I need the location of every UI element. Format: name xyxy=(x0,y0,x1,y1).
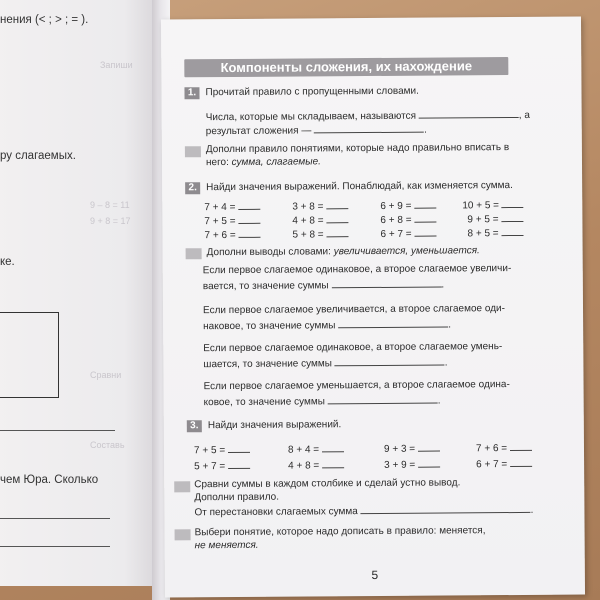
task-number: 2. xyxy=(185,182,200,194)
compare-text: Дополни правило. xyxy=(194,491,280,504)
answer-blank[interactable] xyxy=(326,227,348,237)
task1-instruction: Прочитай правило с пропущенными словами. xyxy=(205,85,419,99)
answer-blank[interactable] xyxy=(228,443,250,453)
expression: 4 + 8 = xyxy=(288,458,344,471)
task3-instruction: Найди значения выражений. xyxy=(207,419,342,432)
conclusion-text: наковое, то значение суммы . xyxy=(203,319,452,333)
answer-blank[interactable] xyxy=(501,226,523,236)
answer-blank[interactable] xyxy=(238,214,260,224)
expression: 9 + 3 = xyxy=(384,442,440,455)
subtask-text: него: сумма, слагаемые. xyxy=(205,156,321,169)
expression: 7 + 6 = xyxy=(204,228,260,241)
conclusion-text: ковое, то значение суммы . xyxy=(203,395,441,409)
expression: 4 + 8 = xyxy=(292,213,348,226)
expression: 6 + 9 = xyxy=(380,199,436,212)
conclusion-text: Если первое слагаемое уменьшается, а второе слагаемое одина- xyxy=(203,379,510,393)
answer-blank[interactable] xyxy=(414,213,436,223)
answer-blank[interactable] xyxy=(322,458,344,468)
left-ghost-text: 9 – 8 = 11 xyxy=(90,200,130,210)
expression: 6 + 8 = xyxy=(380,213,436,226)
task2-instruction: Найди значения выражений. Понаблюдай, как изменяется сумма. xyxy=(206,180,513,194)
answer-blank[interactable] xyxy=(326,213,348,223)
expression: 9 + 5 = xyxy=(467,212,523,225)
conclusion-text: Если первое слагаемое одинаковое, а второе слагаемое увеличи- xyxy=(202,263,512,277)
expression: 7 + 5 = xyxy=(204,214,260,227)
answer-blank[interactable] xyxy=(501,212,523,222)
drawing-box xyxy=(0,312,59,398)
left-ghost-text: Сравни xyxy=(90,370,122,380)
left-yura-line: чем Юра. Сколько xyxy=(0,474,99,486)
answer-blank[interactable] xyxy=(238,200,260,210)
expression: 10 + 5 = xyxy=(462,198,524,211)
answer-blank[interactable] xyxy=(418,458,440,468)
subtask-marker xyxy=(175,529,191,540)
answer-blank[interactable] xyxy=(361,503,531,514)
page-title: Компоненты сложения, их нахождение xyxy=(184,57,508,77)
expression: 5 + 7 = xyxy=(194,459,250,472)
answer-blank[interactable] xyxy=(510,441,532,451)
expression: 6 + 7 = xyxy=(380,227,436,240)
expression: 6 + 7 = xyxy=(476,457,532,470)
task-number: 3. xyxy=(187,420,202,432)
expression: 8 + 4 = xyxy=(288,442,344,455)
conclusion-text: шается, то значение суммы . xyxy=(203,357,448,371)
expression: 7 + 4 = xyxy=(204,200,260,213)
conclusion-text: Если первое слагаемое одинаковое, а второе слагаемое умень- xyxy=(203,341,503,355)
conclusion-text: вается, то значение суммы . xyxy=(202,279,445,293)
choose-text: Выбери понятие, которое надо дописать в правило: меняется, xyxy=(194,525,486,539)
answer-blank[interactable] xyxy=(418,442,440,452)
answer-blank[interactable] xyxy=(331,278,441,289)
choose-text: не меняется. xyxy=(194,539,259,552)
answer-blank[interactable] xyxy=(328,394,438,405)
answer-blank[interactable] xyxy=(414,199,436,209)
left-top-line: нения (< ; > ; = ). xyxy=(0,14,89,26)
answer-blank[interactable] xyxy=(502,198,524,208)
answer-blank[interactable] xyxy=(228,459,250,469)
expression: 7 + 5 = xyxy=(194,443,250,456)
answer-blank[interactable] xyxy=(510,457,532,467)
rule-text: результат сложения — . xyxy=(205,124,427,138)
blank-line[interactable] xyxy=(314,123,424,134)
answer-line xyxy=(0,546,110,547)
answer-blank[interactable] xyxy=(238,228,260,238)
answer-line xyxy=(0,430,115,431)
answer-blank[interactable] xyxy=(326,199,348,209)
subtask-text: Дополни правило понятиями, которые надо правильно вписать в xyxy=(205,142,510,156)
rule-text: Числа, которые мы складываем, называются , а xyxy=(205,109,530,124)
expression: 3 + 8 = xyxy=(292,199,348,212)
expression: 3 + 9 = xyxy=(384,458,440,471)
left-page xyxy=(0,0,158,586)
compare-text: От перестановки слагаемых сумма . xyxy=(194,504,534,519)
task-number: 1. xyxy=(184,87,199,99)
compare-text: Сравни суммы в каждом столбике и сделай устно вывод. xyxy=(194,477,461,491)
left-addends-line: ру слагаемых. xyxy=(0,150,76,162)
page-number: 5 xyxy=(371,567,379,583)
answer-blank[interactable] xyxy=(338,317,448,328)
subtask-marker xyxy=(186,248,202,259)
expression: 7 + 6 = xyxy=(476,441,532,454)
answer-blank[interactable] xyxy=(335,356,445,367)
conclusion-text: Если первое слагаемое увеличивается, а второе слагаемое оди- xyxy=(202,303,506,317)
subtask-marker xyxy=(174,481,190,492)
answer-blank[interactable] xyxy=(322,442,344,452)
expression: 8 + 5 = xyxy=(467,226,523,239)
left-ke-line: ке. xyxy=(0,256,15,268)
right-page xyxy=(161,17,585,598)
left-ghost-text: Составь xyxy=(90,440,125,450)
subtask-marker xyxy=(185,146,201,157)
left-ghost-text: 9 + 8 = 17 xyxy=(90,216,131,226)
blank-line[interactable] xyxy=(419,108,519,119)
answer-blank[interactable] xyxy=(414,227,436,237)
expression: 5 + 8 = xyxy=(292,227,348,240)
left-ghost-text: Запиши xyxy=(100,60,133,70)
answer-line xyxy=(0,518,110,519)
conclusions-intro: Дополни выводы словами: увеличивается, уменьшается. xyxy=(206,245,480,259)
